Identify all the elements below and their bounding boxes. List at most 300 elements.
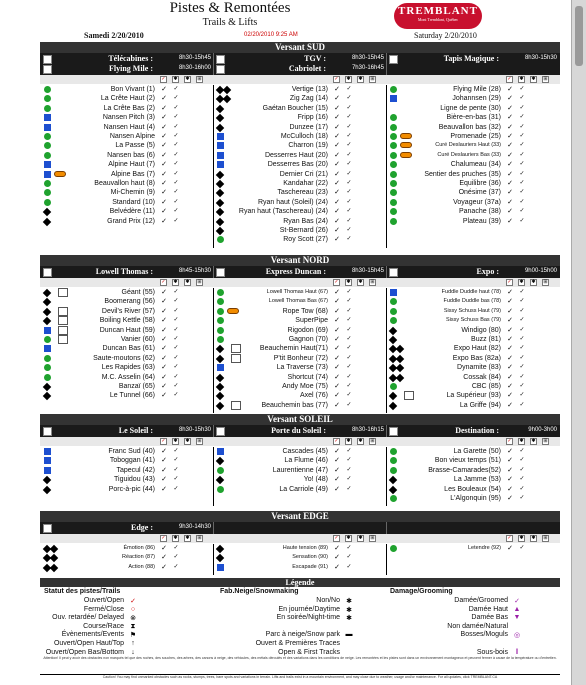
trail-row[interactable] — [386, 494, 559, 503]
trail-name: Buzz (81) — [471, 336, 501, 343]
trail-name: Sentier des pruches (35) — [424, 170, 501, 178]
trail-row[interactable] — [40, 326, 213, 335]
black-diamond-icon — [43, 308, 51, 316]
blue-square-icon — [44, 171, 51, 178]
trail-row[interactable] — [213, 326, 386, 335]
lift-name: Le Soleil : — [118, 426, 153, 435]
groomed-check-icon: ✓ — [519, 364, 525, 371]
legend-symbol-icon: ○ — [130, 605, 136, 613]
groomed-check-icon: ✓ — [346, 457, 352, 464]
trail-name: Roy Scott (27) — [283, 236, 328, 244]
black-diamond-icon — [50, 545, 58, 553]
terrain-park-icon — [54, 171, 66, 177]
green-circle-icon — [390, 308, 397, 315]
open-check-icon: ✓ — [507, 142, 513, 150]
open-check-icon: ✓ — [507, 114, 513, 122]
terrain-park-icon — [400, 152, 412, 158]
trail-row[interactable] — [40, 113, 213, 122]
snowmaking-icon: ✱ — [185, 279, 190, 285]
trail-name: Grand Prix (12) — [107, 217, 155, 225]
lift-hours: 8h30-15h45 — [178, 55, 211, 61]
open-check-icon: ✓ — [507, 289, 513, 296]
trail-row[interactable] — [213, 335, 386, 344]
legend-heading: Statut des pistes/Trails — [44, 588, 121, 595]
trail-row[interactable] — [40, 553, 213, 562]
trail-row[interactable] — [40, 132, 213, 141]
column-divider — [386, 85, 387, 248]
lift-icon — [43, 65, 52, 74]
trail-row[interactable] — [40, 85, 213, 94]
snowmaking-icon: ✱ — [358, 279, 363, 285]
trail-row[interactable] — [213, 104, 386, 113]
trail-name: Bon Vivant (1) — [110, 86, 155, 93]
groomed-check-icon: ✓ — [346, 123, 352, 130]
open-check-icon: ✓ — [334, 317, 340, 325]
groomed-check-icon: ✓ — [346, 198, 352, 205]
trail-row[interactable] — [213, 217, 386, 226]
trail-row[interactable] — [40, 344, 213, 353]
open-status-icon: ✓ — [161, 535, 166, 541]
open-check-icon: ✓ — [334, 466, 340, 474]
trail-row[interactable] — [213, 85, 386, 94]
trail-row[interactable] — [213, 141, 386, 150]
trail-row[interactable] — [386, 401, 559, 410]
open-check-icon: ✓ — [161, 133, 167, 140]
trail-row[interactable] — [213, 401, 386, 410]
lift-name: Lowell Thomas : — [95, 267, 153, 276]
black-diamond-icon — [216, 545, 224, 553]
trail-row[interactable] — [213, 466, 386, 475]
groomed-check-icon: ✓ — [173, 104, 179, 111]
black-diamond-icon — [216, 476, 224, 484]
open-check-icon: ✓ — [507, 485, 513, 493]
open-check-icon: ✓ — [507, 170, 513, 178]
trail-name: Lowell Thomas Haut (67) — [266, 289, 328, 295]
groomed-check-icon: ✓ — [173, 345, 179, 352]
trail-row[interactable] — [40, 563, 213, 572]
trail-row[interactable] — [386, 382, 559, 391]
black-diamond-icon — [43, 476, 51, 484]
blue-square-icon — [217, 564, 224, 571]
open-check-icon: ✓ — [507, 476, 513, 484]
open-check-icon: ✓ — [507, 217, 513, 225]
trail-row[interactable] — [386, 485, 559, 494]
column-divider — [386, 288, 387, 413]
status-icon-strip — [40, 75, 560, 84]
trail-row[interactable] — [386, 307, 559, 316]
timestamp: 02/20/2010 9:25 AM — [244, 32, 298, 38]
legend-item: Sous-bois — [476, 648, 508, 656]
terrain-park-icon — [400, 142, 412, 148]
trail-row[interactable] — [386, 373, 559, 382]
trail-row[interactable] — [40, 382, 213, 391]
trail-row[interactable] — [213, 226, 386, 235]
trail-row[interactable] — [213, 373, 386, 382]
green-circle-icon — [44, 336, 51, 343]
trail-row[interactable] — [386, 132, 559, 141]
open-check-icon: ✓ — [507, 336, 513, 343]
open-check-icon: ✓ — [507, 345, 513, 353]
groomed-check-icon: ✓ — [346, 298, 352, 305]
trail-row[interactable] — [213, 354, 386, 363]
trail-row[interactable] — [386, 85, 559, 94]
lift-header — [40, 266, 560, 278]
open-check-icon: ✓ — [507, 495, 513, 502]
trail-row[interactable] — [386, 344, 559, 353]
trail-row[interactable] — [386, 456, 559, 465]
trail-row[interactable] — [40, 485, 213, 494]
trail-name: McCulloch (18) — [280, 133, 328, 140]
groomed-check-icon: ✓ — [519, 383, 525, 389]
snowmaking-icon: ✱ — [358, 76, 363, 82]
lift-header — [40, 53, 560, 75]
snowmaking-icon: ✱ — [531, 535, 536, 541]
groomed-check-icon: ✓ — [519, 317, 525, 324]
black-diamond-icon — [216, 355, 224, 363]
trail-row[interactable] — [40, 94, 213, 103]
trail-row[interactable] — [40, 288, 213, 297]
groomed-check-icon: ✓ — [173, 189, 179, 196]
trail-row[interactable] — [386, 297, 559, 306]
trail-name: Mi-Chemin (9) — [110, 189, 155, 197]
trail-row[interactable] — [213, 485, 386, 494]
trail-row[interactable] — [213, 297, 386, 306]
trail-row[interactable] — [386, 188, 559, 197]
trail-row[interactable] — [40, 198, 213, 207]
green-circle-icon — [44, 355, 51, 362]
grooming-icon: ✱ — [346, 279, 351, 285]
open-check-icon: ✓ — [507, 161, 513, 169]
trail-row[interactable] — [40, 447, 213, 456]
trail-row[interactable] — [40, 363, 213, 372]
trail-row[interactable] — [213, 207, 386, 216]
trail-row[interactable] — [40, 391, 213, 400]
lift-name: Expo : — [476, 267, 499, 276]
trail-row[interactable] — [213, 188, 386, 197]
lift-icon — [216, 427, 225, 436]
black-diamond-icon — [216, 227, 224, 235]
trail-name: Boomerang (56) — [104, 298, 155, 306]
trail-row[interactable] — [40, 335, 213, 344]
trail-name: Nansen Haut (4) — [103, 123, 155, 131]
trail-name: Nansen Alpine — [109, 133, 155, 140]
trail-column — [40, 447, 213, 506]
snowmaking-icon: ✱ — [358, 535, 363, 541]
groomed-check-icon: ✓ — [173, 151, 179, 158]
terrain-park-icon — [227, 308, 239, 314]
trail-row[interactable] — [213, 553, 386, 562]
trail-row[interactable] — [40, 123, 213, 132]
trail-row[interactable] — [213, 123, 386, 132]
trail-row[interactable] — [386, 179, 559, 188]
trail-name: Émotion (86) — [123, 545, 155, 551]
trail-row[interactable] — [386, 475, 559, 484]
open-check-icon: ✓ — [507, 364, 513, 372]
trail-row[interactable] — [386, 160, 559, 169]
trail-name: P'tit Bonheur (72) — [273, 354, 328, 362]
trail-row[interactable] — [213, 179, 386, 188]
black-diamond-icon — [43, 289, 51, 297]
open-check-icon: ✓ — [334, 236, 340, 244]
blue-square-icon — [217, 364, 224, 371]
trail-row[interactable] — [213, 235, 386, 244]
trail-report — [40, 0, 560, 685]
trail-row[interactable] — [40, 466, 213, 475]
trail-name: Porc-à-pic (44) — [108, 485, 155, 493]
trail-row[interactable] — [213, 132, 386, 141]
trail-row[interactable] — [40, 456, 213, 465]
legend-symbol-icon: ⊗ — [130, 615, 136, 623]
groomed-check-icon: ✓ — [519, 307, 525, 314]
groomed-check-icon: ✓ — [346, 142, 352, 149]
trail-row[interactable] — [40, 141, 213, 150]
trail-name: Beauchemin Haut(71) — [259, 345, 328, 353]
groomed-check-icon: ✓ — [173, 554, 179, 561]
trail-row[interactable] — [386, 198, 559, 207]
trail-row[interactable] — [386, 363, 559, 372]
trail-name: Bon vieux temps (51) — [434, 457, 501, 465]
trail-row[interactable] — [213, 563, 386, 572]
trail-row[interactable] — [386, 391, 559, 400]
groomed-check-icon: ✓ — [173, 142, 179, 149]
black-diamond-icon — [396, 373, 404, 381]
green-circle-icon — [44, 152, 51, 159]
black-diamond-icon — [396, 345, 404, 353]
trail-row[interactable] — [213, 307, 386, 316]
groomed-check-icon: ✓ — [519, 217, 525, 224]
trail-name: Shortcut (74) — [287, 373, 328, 381]
black-diamond-icon — [43, 485, 51, 493]
groomed-check-icon: ✓ — [519, 133, 525, 139]
trail-row[interactable] — [40, 316, 213, 325]
trail-name: CBC (85) — [471, 383, 501, 390]
trail-name: Le Tunnel (66) — [109, 392, 155, 400]
lift-type-icon: ⊞ — [370, 535, 375, 541]
trail-name: Charron (19) — [288, 142, 328, 150]
open-check-icon: ✓ — [161, 554, 167, 562]
trail-row[interactable] — [40, 160, 213, 169]
groomed-check-icon: ✓ — [173, 383, 179, 389]
groomed-check-icon: ✓ — [346, 354, 352, 361]
trail-row[interactable] — [40, 544, 213, 553]
open-check-icon: ✓ — [161, 364, 167, 372]
open-status-icon: ✓ — [161, 438, 166, 444]
trail-row[interactable] — [40, 217, 213, 226]
trail-name: Equilibre (36) — [459, 180, 501, 187]
trail-row[interactable] — [386, 113, 559, 122]
trail-row[interactable] — [213, 288, 386, 297]
lift-type-icon: ⊞ — [370, 76, 375, 82]
column-divider — [386, 53, 387, 75]
legend-symbol-icon: ✱ — [346, 615, 352, 623]
trail-row[interactable] — [386, 354, 559, 363]
trail-row[interactable] — [213, 160, 386, 169]
lift-type-icon: ⊞ — [370, 438, 375, 444]
trail-name: Plateau (39) — [462, 217, 501, 225]
trail-row[interactable] — [386, 170, 559, 179]
trail-row[interactable] — [213, 475, 386, 484]
trail-row[interactable] — [386, 447, 559, 456]
green-circle-icon — [44, 133, 51, 140]
open-check-icon: ✓ — [507, 189, 513, 197]
open-check-icon: ✓ — [161, 307, 167, 315]
legend-heading: Fab.Neige/Snowmaking — [220, 588, 299, 595]
trail-name: Duncan Bas (61) — [102, 345, 155, 353]
trail-row[interactable] — [386, 466, 559, 475]
trail-row[interactable] — [213, 113, 386, 122]
trail-row[interactable] — [386, 316, 559, 325]
legend — [40, 578, 560, 685]
trail-row[interactable] — [386, 207, 559, 216]
green-circle-icon — [44, 189, 51, 196]
page-title: Pistes & Remontées — [169, 0, 291, 16]
trail-row[interactable] — [386, 94, 559, 103]
groomed-check-icon: ✓ — [519, 336, 525, 342]
scrollbar[interactable] — [571, 0, 586, 685]
groomed-check-icon: ✓ — [173, 307, 179, 314]
black-diamond-icon — [389, 485, 397, 493]
groomed-check-icon: ✓ — [346, 345, 352, 352]
groomed-check-icon: ✓ — [173, 476, 179, 483]
trail-name: Duncan Haut (59) — [99, 326, 155, 334]
trail-row[interactable] — [386, 544, 559, 553]
grooming-icon: ✱ — [173, 535, 178, 541]
trail-name: Kandahar (22) — [283, 180, 328, 187]
trail-row[interactable] — [40, 179, 213, 188]
trail-row[interactable] — [386, 335, 559, 344]
trail-row[interactable] — [213, 456, 386, 465]
trail-row[interactable] — [40, 188, 213, 197]
open-check-icon: ✓ — [334, 485, 340, 493]
band-2: Versant SOLEIL — [40, 414, 560, 425]
groomed-check-icon: ✓ — [173, 95, 179, 102]
trail-row[interactable] — [213, 544, 386, 553]
green-circle-icon — [217, 486, 224, 493]
blue-square-icon — [44, 448, 51, 455]
trail-row[interactable] — [386, 326, 559, 335]
trail-column — [386, 447, 559, 506]
trail-row[interactable] — [213, 382, 386, 391]
scrollbar-thumb[interactable] — [575, 6, 583, 66]
green-circle-icon — [390, 457, 397, 464]
trail-name: Tapecul (42) — [116, 466, 155, 474]
open-check-icon: ✓ — [334, 298, 340, 306]
open-check-icon: ✓ — [161, 170, 167, 178]
blue-square-icon — [217, 133, 224, 140]
grooming-icon: ✱ — [173, 279, 178, 285]
open-check-icon: ✓ — [507, 95, 513, 103]
open-check-icon: ✓ — [507, 383, 513, 390]
legend-item: Ouvert/Open — [83, 597, 124, 604]
open-check-icon: ✓ — [507, 104, 513, 112]
trail-row[interactable] — [40, 207, 213, 216]
lift-icon — [389, 268, 398, 277]
grooming-icon: ✱ — [346, 535, 351, 541]
open-check-icon: ✓ — [334, 401, 340, 409]
trail-row[interactable] — [213, 151, 386, 160]
lift-hours: 8h30-15h45 — [351, 55, 384, 61]
trail-row[interactable] — [386, 123, 559, 132]
trail-row[interactable] — [386, 104, 559, 113]
groomed-check-icon: ✓ — [173, 485, 179, 492]
trail-name: Gaétan Boucher (15) — [262, 104, 328, 112]
trail-row[interactable] — [40, 373, 213, 382]
black-diamond-icon — [216, 208, 224, 216]
snowmaking-icon: ✱ — [531, 76, 536, 82]
trail-row[interactable] — [386, 288, 559, 297]
open-check-icon: ✓ — [507, 317, 513, 325]
trail-name: St-Bernard (26) — [279, 227, 328, 234]
trail-row[interactable] — [40, 475, 213, 484]
groomed-check-icon: ✓ — [346, 180, 352, 186]
trail-row[interactable] — [213, 344, 386, 353]
groomed-check-icon: ✓ — [346, 466, 352, 473]
trail-row[interactable] — [40, 354, 213, 363]
green-circle-icon — [390, 467, 397, 474]
lift-name: Tapis Magique : — [443, 54, 499, 63]
groomed-check-icon: ✓ — [173, 208, 179, 215]
trail-row[interactable] — [213, 94, 386, 103]
open-check-icon: ✓ — [507, 448, 513, 455]
trail-row[interactable] — [40, 151, 213, 160]
trail-column — [386, 288, 559, 413]
groomed-check-icon: ✓ — [346, 307, 352, 314]
open-status-icon: ✓ — [161, 279, 166, 285]
trail-row[interactable] — [386, 141, 559, 150]
trail-row[interactable] — [40, 297, 213, 306]
groomed-check-icon: ✓ — [519, 373, 525, 380]
trail-row[interactable] — [213, 363, 386, 372]
open-check-icon: ✓ — [161, 298, 167, 306]
trail-row[interactable] — [213, 198, 386, 207]
lift-icon — [43, 524, 52, 533]
blue-square-icon — [217, 152, 224, 159]
trail-name: Desserres Haut (20) — [264, 151, 328, 159]
grooming-icon: ✱ — [519, 76, 524, 82]
trail-row[interactable] — [40, 307, 213, 316]
legend-item: Damée/Groomed — [454, 597, 508, 604]
lift-hours: 8h45-15h30 — [178, 268, 211, 274]
blue-square-icon — [217, 142, 224, 149]
groomed-check-icon: ✓ — [346, 448, 352, 454]
trail-row[interactable] — [213, 316, 386, 325]
trail-row[interactable] — [213, 447, 386, 456]
legend-item: Ouvert/Open Bas/Bottom — [45, 648, 124, 656]
green-circle-icon — [390, 199, 397, 206]
open-check-icon: ✓ — [334, 563, 340, 571]
column-divider — [213, 53, 214, 75]
groomed-check-icon: ✓ — [173, 326, 179, 333]
groomed-check-icon: ✓ — [519, 495, 525, 501]
open-status-icon: ✓ — [334, 535, 339, 541]
groomed-check-icon: ✓ — [346, 485, 352, 492]
open-check-icon: ✓ — [161, 457, 167, 465]
black-diamond-icon — [389, 336, 397, 344]
trail-row[interactable] — [386, 151, 559, 160]
lift-hours: 9h30-14h30 — [178, 524, 211, 530]
groomed-check-icon: ✓ — [346, 289, 352, 295]
trail-row[interactable] — [386, 217, 559, 226]
green-circle-icon — [390, 180, 397, 187]
trail-row[interactable] — [213, 170, 386, 179]
trail-row[interactable] — [40, 170, 213, 179]
groomed-check-icon: ✓ — [519, 151, 525, 158]
open-status-icon: ✓ — [334, 279, 339, 285]
open-check-icon: ✓ — [507, 401, 513, 409]
trail-row[interactable] — [40, 104, 213, 113]
black-diamond-icon — [216, 402, 224, 410]
trail-row[interactable] — [213, 391, 386, 400]
